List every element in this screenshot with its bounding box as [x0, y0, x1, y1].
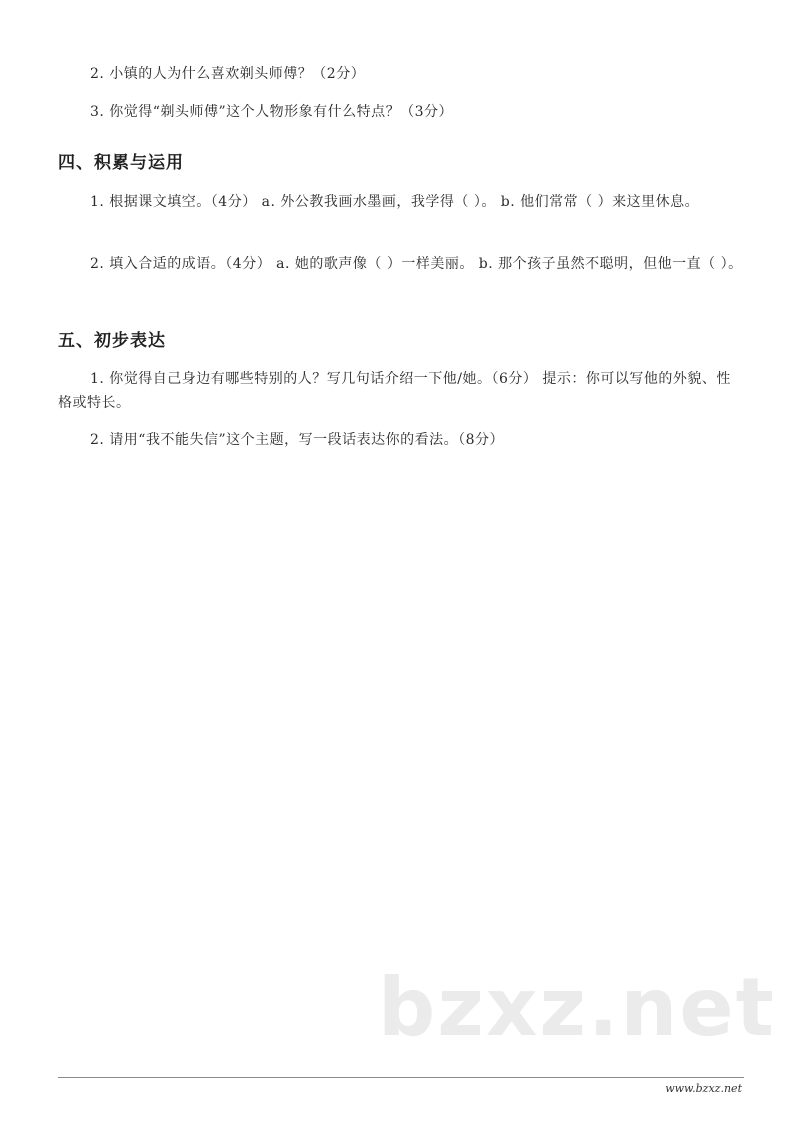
question-s3-2: 2. 小镇的人为什么喜欢剃头师傅？（2分）: [90, 66, 366, 82]
watermark-text: bzxz.net: [378, 961, 776, 1054]
question-s3-3: 3. 你觉得“剃头师傅”这个人物形象有什么特点？（3分）: [90, 104, 454, 120]
footer-divider: [58, 1077, 744, 1078]
question-s4-2: 2. 填入合适的成语。（4分） a. 她的歌声像（ ）一样美丽。 b. 那个孩子虽然不聪明，但他一直（ ）。: [90, 256, 743, 272]
question-s4-1: 1. 根据课文填空。（4分） a. 外公教我画水墨画，我学得（ ）。 b. 他们常常（ ）来这里休息。: [90, 194, 700, 210]
question-s5-2: 2. 请用“我不能失信”这个主题，写一段话表达你的看法。（8分）: [90, 432, 505, 448]
section-heading-4: 四、积累与运用: [58, 153, 184, 173]
footer-url[interactable]: www.bzxz.net: [665, 1082, 742, 1095]
section-heading-5: 五、初步表达: [58, 331, 166, 351]
question-s5-1: 1. 你觉得自己身边有哪些特别的人？写几句话介绍一下他/她。（6分） 提示：你可以写他的外貌、性格或特长。: [58, 371, 731, 411]
